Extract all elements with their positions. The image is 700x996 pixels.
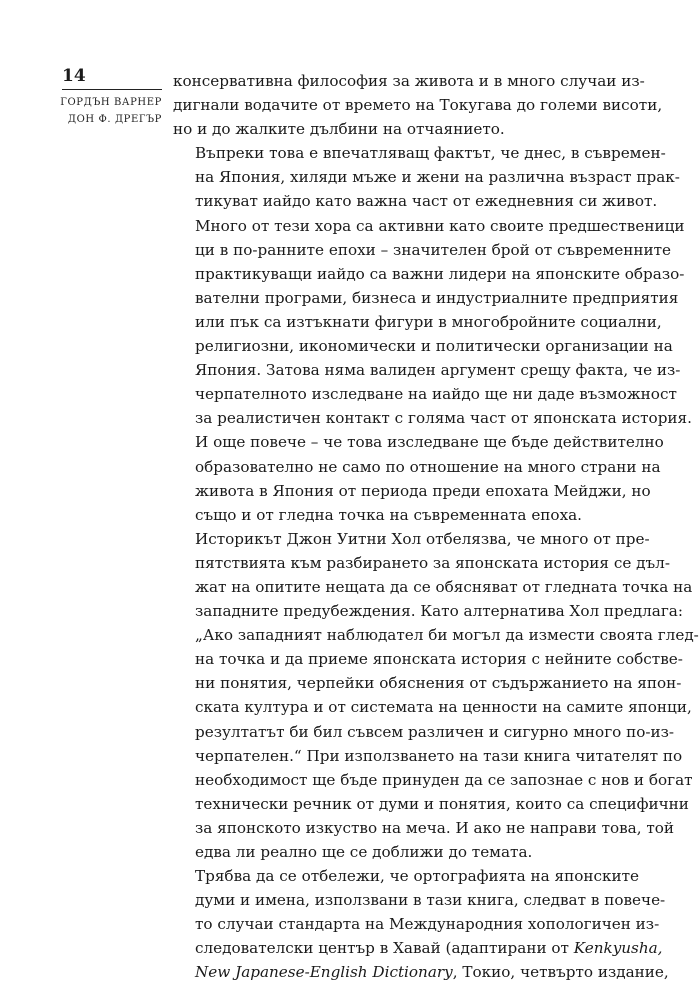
text-line: необходимост ще бъде принуден да се запознае с нов и богат xyxy=(195,770,693,789)
text-line: ската култура и от системата на ценности на самите японци, xyxy=(195,698,692,717)
text-line: дигнали водачите от времето на Токугава до големи висоти, xyxy=(173,96,663,115)
text-line: консервативна философия за живота и в много случаи из- xyxy=(173,72,645,90)
text-line: за реалистичен контакт с голяма част от японската история. xyxy=(195,409,692,428)
text-line: „Ако западният наблюдател би могъл да измести своята глед- xyxy=(195,626,699,645)
paragraph xyxy=(173,864,669,984)
text-line: New Japanese-English Dictionary, Токио, четвърто издание, xyxy=(195,963,669,982)
text-line: технически речник от думи и понятия, които са специфични xyxy=(195,794,689,813)
paragraph xyxy=(173,69,663,141)
header-rule xyxy=(62,89,162,90)
text-line: едва ли реално ще се доближи до темата. xyxy=(195,843,533,861)
text-line: тикуват иайдо като важна част от ежедневния си живот. xyxy=(195,192,658,211)
text-line: или пък са изтъкнати фигури в многобройните социални, xyxy=(195,312,662,331)
text-line: за японското изкуство на меча. И ако не направи това, той xyxy=(195,818,675,837)
text-line: религиозни, икономически и политически организации на xyxy=(195,337,673,356)
author-names xyxy=(56,94,162,128)
text-line: на Япония, хиляди мъже и жени на различна възраст прак- xyxy=(195,168,680,187)
text-line: живота в Япония от периода преди епохата Мейджи, но xyxy=(195,481,651,500)
running-header xyxy=(62,66,162,86)
text-line: на точка и да приеме японската история с нейните собстве- xyxy=(195,650,683,669)
text-line: думи и имена, използвани в тази книга, следват в повече- xyxy=(195,891,666,910)
text-line: образователно не само по отношение на много страни на xyxy=(195,457,661,476)
body-text xyxy=(173,69,699,985)
text-line: то случаи стандарта на Международния хопологичен из- xyxy=(195,915,660,934)
text-line: Трябва да се отбележи, че ортографията на японските xyxy=(195,867,639,886)
text-line: ци в по-ранните епохи – значителен брой от съвременните xyxy=(195,240,671,259)
text-line: също и от гледна точка на съвременната епоха. xyxy=(195,505,583,524)
text-line: ни понятия, черпейки обяснения от съдържанието на япон- xyxy=(195,674,682,693)
text-line: черпателното изследване на иайдо ще ни даде възможност xyxy=(195,385,677,404)
author-name: ДОН Ф. ДРЕГЪР xyxy=(67,114,162,125)
text-line: резултатът би бил съвсем различен и сигурно много по-из- xyxy=(195,722,675,741)
text-line: Япония. Затова няма валиден аргумент срещу факта, че из- xyxy=(195,361,681,380)
paragraph xyxy=(173,141,692,527)
text-line: западните предубеждения. Като алтернатива Хол предлага: xyxy=(195,602,683,621)
text-line: но и до жалките дълбини на отчаянието. xyxy=(173,120,505,139)
text-line: Много от тези хора са активни като своите предшественици xyxy=(195,216,685,235)
author-name: ГОРДЪН ВАРНЕР xyxy=(60,97,162,108)
text-line: И още повече – че това изследване ще бъде действително xyxy=(195,433,664,452)
text-line: следователски център в Хавай (адаптирани от Kenkyusha, xyxy=(195,939,663,958)
text-line: практикуващи иайдо са важни лидери на японските образо- xyxy=(195,264,685,283)
text-line: вателни програми, бизнеса и индустриалните предприятия xyxy=(195,288,679,307)
text-line: черпателен.“ При използването на тази книга читателят по xyxy=(195,746,683,765)
paragraph xyxy=(173,527,699,864)
page-number: 14 xyxy=(62,66,86,86)
text-line: Историкът Джон Уитни Хол отбелязва, че много от пре- xyxy=(195,529,650,548)
text-line: жат на опитите нещата да се обясняват от гледната точка на xyxy=(195,577,693,596)
text-line: пятствията към разбирането за японската история се дъл- xyxy=(195,553,670,572)
text-line: Въпреки това е впечатляващ фактът, че днес, в съвремен- xyxy=(195,144,666,163)
